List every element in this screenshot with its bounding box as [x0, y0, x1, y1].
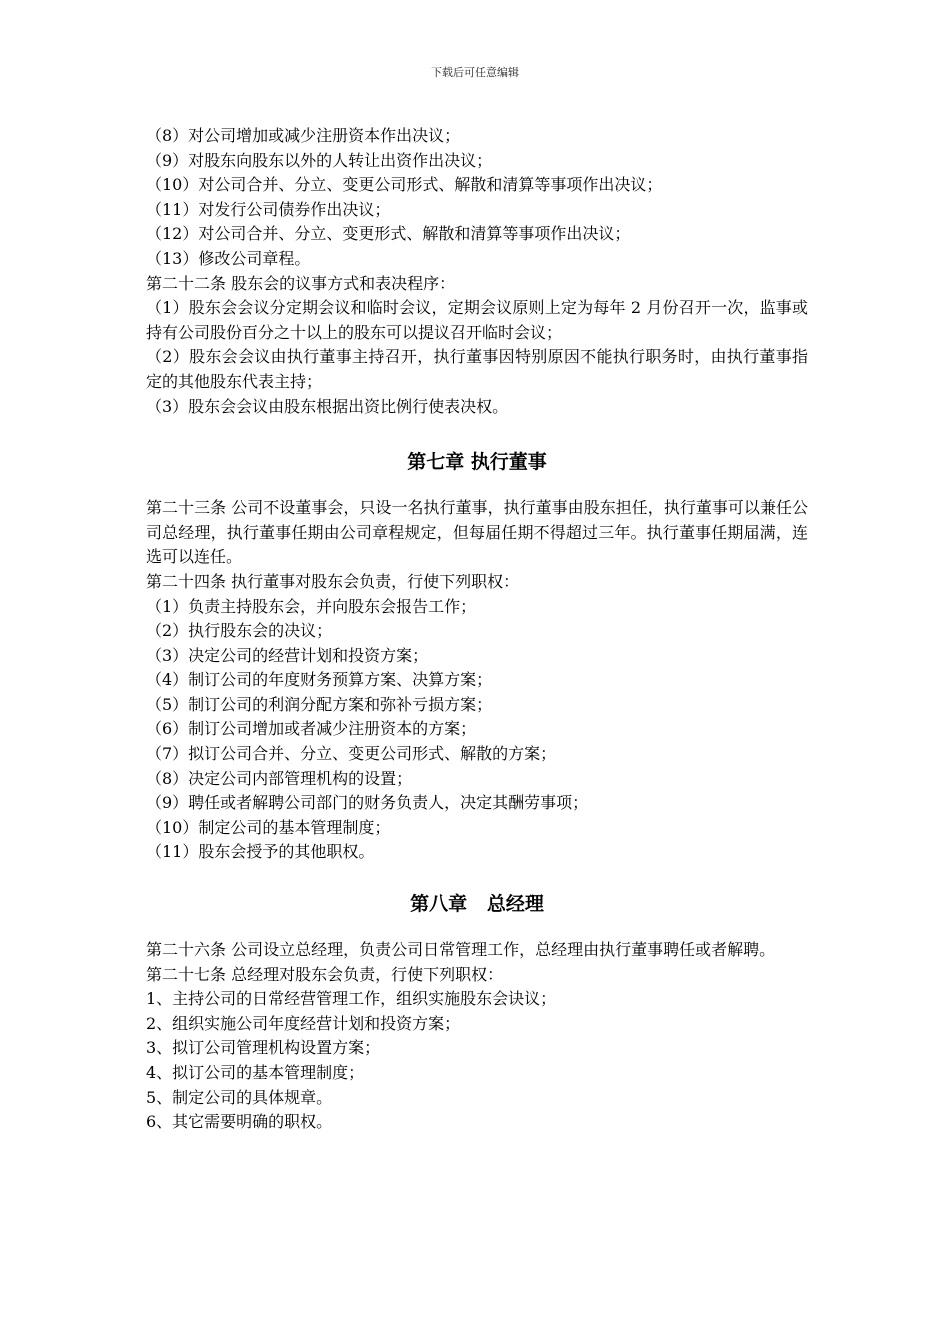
clause-line: （8）对公司增加或减少注册资本作出决议； — [146, 126, 461, 145]
clause-line: （10）对公司合并、分立、变更公司形式、解散和清算等事项作出决议； — [146, 175, 663, 195]
clause-line: （4）制订公司的年度财务预算方案、决算方案； — [146, 670, 493, 690]
clause-line: （13）修改公司章程。 — [146, 248, 311, 268]
clause-line: 1、主持公司的日常经营管理工作，组织实施股东会诀议； — [146, 989, 557, 1009]
clause-paragraph: （2）股东会会议由执行董事主持召开，执行董事因特别原因不能执行职务时，由执行董事指定的其他股东代表主持； — [146, 347, 808, 391]
clause-line: （6）制订公司增加或者减少注册资本的方案； — [146, 719, 477, 739]
clause-line: （2）执行股东会的决议； — [146, 621, 333, 641]
page-header: 下载后可任意编辑 — [431, 66, 519, 79]
clause-line: 5、制定公司的具体规章。 — [146, 1087, 333, 1107]
article-heading-22: 第二十二条 股东会的议事方式和表决程序： — [146, 273, 456, 293]
chapter-title-8: 第八章 总经理 — [410, 893, 544, 916]
chapter-title-7: 第七章 执行董事 — [407, 451, 547, 474]
clause-line: （9）对股东向股东以外的人转让出资作出决议； — [146, 150, 493, 170]
article-heading-27: 第二十七条 总经理对股东会负责，行使下列职权： — [146, 964, 504, 984]
clause-line: （7）拟订公司合并、分立、变更公司形式、解散的方案； — [146, 744, 557, 764]
article-26: 第二十六条 公司设立总经理，负责公司日常管理工作，总经理由执行董事聘任或者解聘。 — [146, 940, 776, 960]
article-heading-24: 第二十四条 执行董事对股东会负责，行使下列职权： — [146, 571, 520, 591]
clause-line: （11）对发行公司债券作出决议； — [146, 199, 391, 219]
clause-line: （12）对公司合并、分立、变更形式、解散和清算等事项作出决议； — [146, 224, 631, 244]
clause-line: 4、拟订公司的基本管理制度； — [146, 1063, 365, 1082]
clause-line: （3）股东会会议由股东根据出资比例行使表决权。 — [146, 396, 509, 416]
clause-line: 2、组织实施公司年度经营计划和投资方案； — [146, 1013, 461, 1033]
clause-line: （1）负责主持股东会，并向股东会报告工作； — [146, 596, 477, 616]
article-23: 第二十三条 公司不设董事会，只设一名执行董事，执行董事由股东担任，执行董事可以兼任公司总经理，执行董事任期由公司章程规定，但每届任期不得超过三年。执行董事任期届满，连选可以连任。 — [146, 498, 808, 567]
document-body — [146, 124, 808, 1135]
clause-line: （5）制订公司的利润分配方案和弥补亏损方案； — [146, 694, 493, 714]
clause-line: 6、其它需要明确的职权。 — [146, 1112, 333, 1132]
clause-line: （11）股东会授予的其他职权。 — [146, 842, 375, 862]
clause-line: （10）制定公司的基本管理制度； — [146, 817, 391, 837]
clause-line: （3）决定公司的经营计划和投资方案； — [146, 645, 429, 665]
clause-line: （8）决定公司内部管理机构的设置； — [146, 768, 413, 788]
clause-line: （9）聘任或者解聘公司部门的财务负责人，决定其酬劳事项； — [146, 793, 589, 813]
clause-paragraph: （1）股东会会议分定期会议和临时会议，定期会议原则上定为每年 2 月份召开一次，监事或持有公司股份百分之十以上的股东可以提议召开临时会议； — [146, 298, 808, 342]
clause-line: 3、拟订公司管理机构设置方案； — [146, 1038, 381, 1058]
